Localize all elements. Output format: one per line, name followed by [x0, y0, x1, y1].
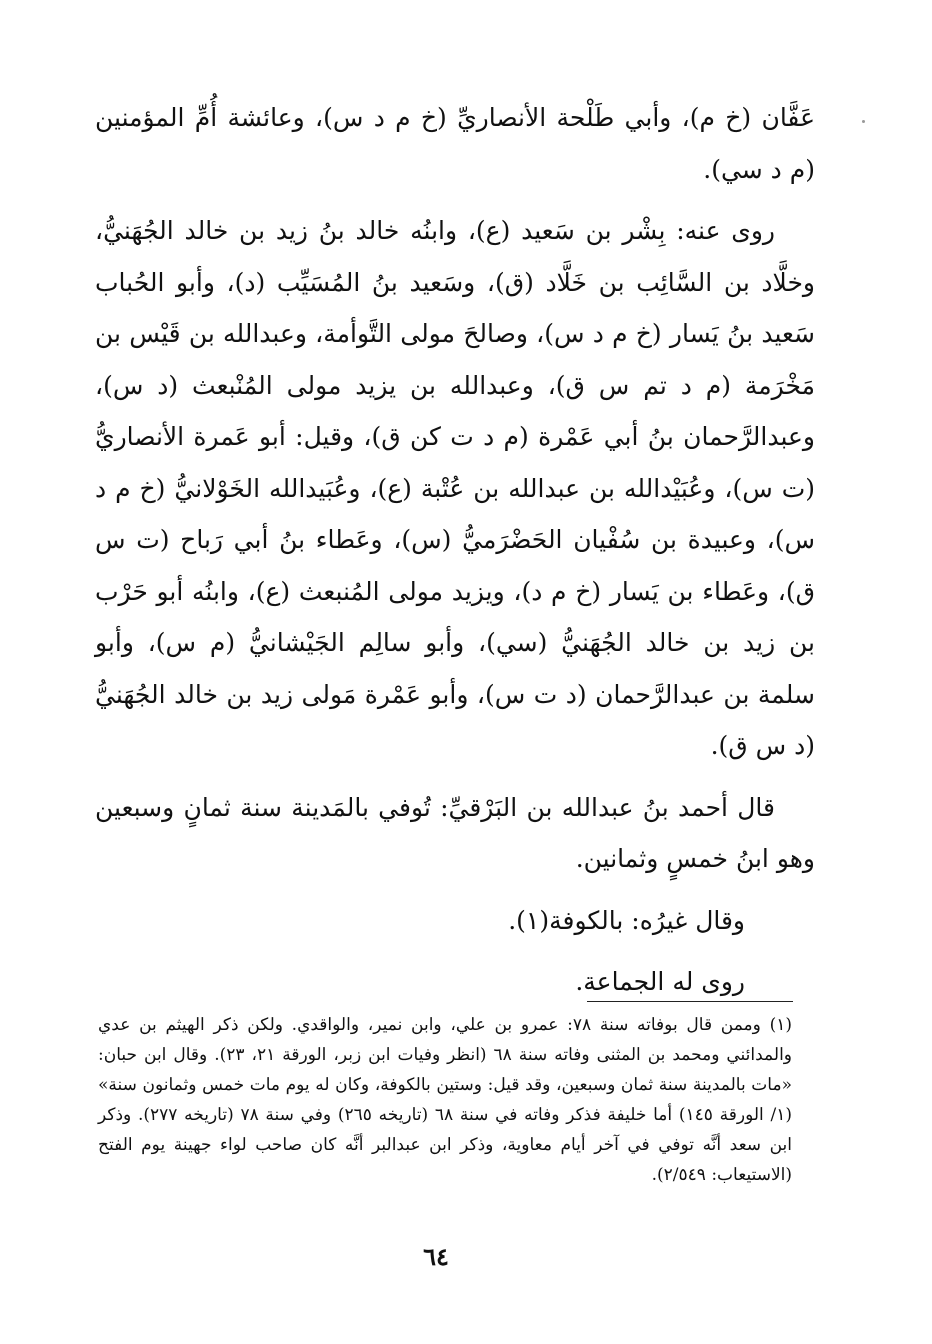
- footnote-text: (١) وممن قال بوفاته سنة ٧٨: عمرو بن علي، وابن نمير، والواقدي. ولكن ذكر الهيثم بن عدي والمدائني ومحمد بن المثنى وفاته سنة ٦٨ (انظر وفيات ابن زبر، الورقة ٢١، ٢٣). وقال ابن حبان: «مات بالمدينة سنة ثمان وسبعين، وقد قيل: وستين بالكوفة، وكان له يوم مات خمس وثمانون سنة» (١/ الورقة ١٤٥) أما خليفة فذكر وفاته في سنة ٦٨ (تاريخه ٢٦٥) وفي سنة ٧٨ (تاريخه ٢٧٧). وذكر ابن سعد أنَّه توفي في آخر أيام معاوية، وذكر ابن عبدالبر أنَّه كان صاحب لواء جهينة يوم الفتح (الاستيعاب: ٢/٥٤٩).: [98, 1015, 792, 1185]
- alternate-report-line: وقال غيرُه: بالكوفة(١).: [508, 905, 745, 935]
- footnote: [98, 1010, 792, 1190]
- page-number: ٦٤: [423, 1242, 449, 1271]
- scan-speck: [862, 120, 865, 123]
- main-text: [95, 92, 815, 1018]
- footnote-divider: [587, 1001, 793, 1002]
- narrators-list-continued: عَفَّان (خ م)، وأبي طَلْحة الأنصاريِّ (خ م د س)، وعائشة أُمِّ المؤمنين (م د سي).: [95, 103, 815, 184]
- narrated-by-group-line: روى له الجماعة.: [575, 967, 745, 996]
- transmitters-paragraph: روى عنه: بِشْر بن سَعيد (ع)، وابنُه خالد بنُ زيد بن خالد الجُهَنيُّ، وخلَّاد بن السَّائِب بن خَلَّاد (ق)، وسَعيد بنُ المُسَيِّب (د)، وأبو الحُباب سَعيد بنُ يَسار (خ م د س)، وصالحَ مولى التَّوأمة، وعبدالله بن قَيْس بن مَخْرَمة (م د تم س ق)، وعبدالله بن يزيد مولى المُنْبعث (د س)، وعبدالرَّحمان بنُ أبي عَمْرة (م د ت كن ق)، وقيل: أبو عَمرة الأنصاريُّ (ت س)، وعُبَيْدالله بن عبدالله بن عُتْبة (ع)، وعُبَيدالله الخَوْلانيُّ (خ م د س)، وعبيدة بن سُفْيان الحَضْرَميُّ (س)، وعَطاء بنُ أبي رَباح (ت س ق)، وعَطاء بن يَسار (خ م د)، ويزيد مولى المُنبعث (ع)، وابنُه أبو حَرْب بن زيد بن خالد الجُهَنيُّ (سي)، وأبو سالِم الجَيْشانيُّ (م س)، وأبو سلمة بن عبدالرَّحمان (د ت س)، وأبو عَمْرة مَولى زيد بن خالد الجُهَنيُّ (د س ق).: [95, 216, 815, 760]
- death-report-paragraph: قال أحمد بنُ عبدالله بن البَرْقيِّ: تُوفي بالمَدينة سنة ثمانٍ وسبعين وهو ابنُ خمسٍ وثمانين.: [95, 792, 815, 873]
